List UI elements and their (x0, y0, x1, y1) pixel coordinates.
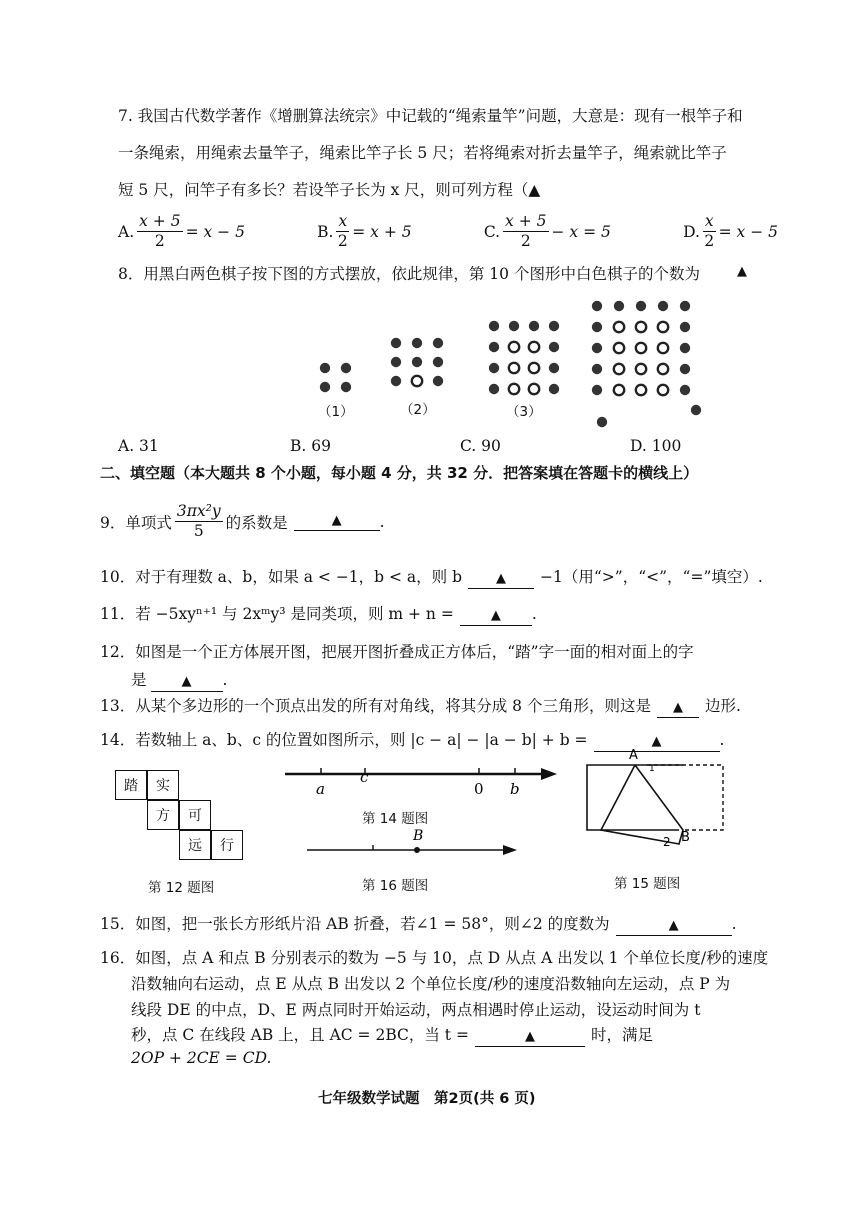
q16-line4 (131, 1023, 653, 1047)
fraction (503, 212, 548, 251)
option-expression: = x − 5 (185, 222, 245, 241)
white-piece (529, 384, 539, 394)
option-label: B. (317, 222, 334, 241)
q8-option-c[interactable]: C. 90 (460, 437, 501, 455)
q15 (100, 912, 737, 936)
fraction-denominator: 2 (520, 232, 531, 250)
black-piece (433, 376, 443, 386)
white-piece (636, 364, 646, 374)
net-cell: 行 (211, 830, 243, 860)
label-c: c (360, 768, 369, 786)
fraction-denominator: 2 (704, 232, 715, 250)
q12-end: . (222, 671, 228, 689)
fig15-folded-paper (583, 745, 728, 850)
q12-line2-text: 是 (131, 671, 147, 689)
q8-option-a[interactable]: A. 31 (118, 437, 159, 455)
q13-answer-blank[interactable]: ▲ (657, 699, 699, 718)
fraction-numerator: x + 5 (139, 212, 181, 230)
page-footer: 七年级数学试题 第2页(共 6 页) (318, 1091, 536, 1107)
q16-line4-end: 时，满足 (590, 1026, 653, 1044)
section-2-title: 二、填空题（本大题共 8 个小题，每小题 4 分，共 32 分．把答案填在答题卡的横线上） (100, 464, 699, 482)
q11-answer-blank[interactable]: ▲ (460, 607, 532, 626)
label-b: b (510, 780, 520, 798)
q9-end: . (379, 512, 385, 531)
white-piece (509, 363, 519, 373)
fig16-caption: 第 16 题图 (362, 878, 429, 894)
fraction-denominator: 5 (193, 522, 204, 540)
q15-answer-blank[interactable]: ▲ (616, 917, 732, 936)
fraction (336, 212, 349, 251)
white-piece (636, 322, 646, 332)
q12-line1: 12．如图是一个正方体展开图，把展开图折叠成正方体后，“踏”字一面的相对面上的字 (100, 643, 694, 661)
black-piece (341, 382, 351, 392)
black-piece (680, 364, 690, 374)
fig14-number-line (283, 762, 558, 802)
q7-options (118, 212, 778, 251)
q8-fig-label-1: （1） (318, 404, 354, 420)
fraction (703, 212, 716, 251)
q8-option-b[interactable]: B. 69 (290, 437, 331, 455)
q13 (100, 694, 741, 718)
q10 (100, 565, 763, 589)
q15-end: . (731, 915, 737, 933)
fraction-denominator: 2 (154, 232, 165, 250)
black-piece (412, 338, 422, 348)
net-cell: 实 (147, 770, 179, 800)
fraction-numerator: x (704, 212, 714, 230)
black-piece (412, 357, 422, 367)
q11 (100, 602, 537, 626)
white-piece (529, 342, 539, 352)
white-piece (412, 376, 422, 386)
q8-option-d[interactable]: D. 100 (630, 437, 682, 455)
black-piece (391, 357, 401, 367)
white-piece (658, 343, 668, 353)
q16-line2: 沿数轴向右运动，点 E 从点 B 出发以 2 个单位长度/秒的速度沿数轴向左运动，点 P 为 (131, 975, 731, 993)
fraction (137, 212, 182, 251)
q10-answer-blank[interactable]: ▲ (468, 570, 534, 589)
fraction-numerator: x + 5 (505, 212, 547, 230)
option-label: D. (683, 222, 700, 241)
black-piece (529, 321, 539, 331)
q9-answer-blank[interactable]: ▲ (294, 512, 380, 531)
fig16-number-line (305, 826, 520, 862)
q7-line2: 一条绳索，用绳索去量竿子，绳索比竿子长 5 尺；若将绳索对折去量竿子，绳索就比竿子 (118, 144, 727, 162)
fraction-numerator: 3πx²y (176, 502, 221, 520)
black-piece (489, 363, 499, 373)
q9-prefix: 9．单项式 (100, 513, 172, 532)
white-piece (509, 342, 519, 352)
q12-line2 (131, 668, 227, 692)
white-piece (658, 322, 668, 332)
label-a: a (316, 780, 325, 798)
q9 (100, 502, 385, 541)
arrow-head-icon (503, 845, 517, 855)
arrow-head-icon (541, 768, 557, 780)
black-piece (597, 417, 607, 427)
fraction-denominator: 2 (337, 232, 348, 250)
black-piece (592, 385, 602, 395)
q7-option-a[interactable] (118, 212, 245, 251)
net-cell: 可 (179, 800, 211, 830)
white-piece (529, 363, 539, 373)
black-piece (391, 338, 401, 348)
q9-fraction (175, 502, 223, 541)
black-piece (680, 385, 690, 395)
q16-line4-text: 秒，点 C 在线段 AB 上，且 AC = 2BC，当 t = (131, 1026, 469, 1044)
white-piece (636, 343, 646, 353)
fig12-caption: 第 12 题图 (148, 880, 215, 896)
folded-triangle (601, 765, 683, 844)
black-piece (320, 382, 330, 392)
white-piece (509, 384, 519, 394)
black-piece (614, 301, 624, 311)
rectangle-edge (587, 765, 683, 830)
white-piece (614, 322, 624, 332)
net-cell: 踏 (115, 770, 147, 800)
black-piece (592, 343, 602, 353)
option-expression: = x + 5 (352, 222, 412, 241)
q7-option-b[interactable] (317, 212, 411, 251)
q10-text-end: −1（用“>”，“<”，“=”填空）. (540, 568, 763, 586)
black-piece (680, 301, 690, 311)
fraction-numerator: x (338, 212, 348, 230)
black-piece (658, 301, 668, 311)
q13-text-end: 边形. (704, 697, 741, 715)
black-piece (549, 342, 559, 352)
white-piece (614, 385, 624, 395)
q8-answer-mark: ▲ (737, 264, 747, 279)
option-expression: − x = 5 (551, 222, 611, 241)
black-piece (489, 321, 499, 331)
angle-2-label: 2 (663, 835, 671, 849)
q13-text: 13．从某个多边形的一个顶点出发的所有对角线，将其分成 8 个三角形，则这是 (100, 697, 651, 715)
q16-answer-blank[interactable]: ▲ (475, 1028, 585, 1047)
black-piece (433, 357, 443, 367)
option-label: C. (483, 222, 501, 241)
black-piece (341, 363, 351, 373)
q14-answer-blank[interactable]: ▲ (594, 733, 720, 752)
label-b: B (681, 830, 690, 845)
q8-text: 8．用黑白两色棋子按下图的方式摆放，依此规律，第 10 个图形中白色棋子的个数为 (118, 265, 700, 283)
q14-end: . (719, 731, 725, 749)
q12-answer-blank[interactable]: ▲ (151, 673, 223, 692)
q15-text: 15．如图，把一张长方形纸片沿 AB 折叠，若∠1 = 58°，则∠2 的度数为 (100, 915, 610, 933)
q9-suffix: 的系数是 (225, 513, 288, 532)
q16-line1: 16．如图，点 A 和点 B 分别表示的数为 −5 与 10，点 D 从点 A 出发以 1 个单位长度/秒的速度 (100, 949, 769, 967)
black-piece (433, 338, 443, 348)
black-piece (509, 321, 519, 331)
white-piece (636, 385, 646, 395)
black-piece (549, 384, 559, 394)
q11-end: . (531, 605, 537, 623)
fig15-caption: 第 15 题图 (614, 876, 681, 892)
q7-line1: 7. 我国古代数学著作《增删算法统宗》中记载的“绳索量竿”问题，大意是：现有一根竿子和 (118, 107, 743, 125)
q14-text: 14．若数轴上 a、b、c 的位置如图所示，则 |c − a| − |a − b| + b = (100, 731, 588, 749)
black-piece (592, 322, 602, 332)
q7-line3: 短 5 尺，问竿子有多长？若设竿子长为 x 尺，则可列方程（▲ (118, 181, 541, 199)
label-b: B (413, 828, 424, 844)
black-piece (636, 301, 646, 311)
point-b (414, 847, 420, 853)
white-piece (658, 364, 668, 374)
option-label: A. (118, 222, 135, 241)
q7-option-c[interactable] (484, 212, 611, 251)
option-expression: = x − 5 (718, 222, 778, 241)
black-piece (489, 384, 499, 394)
q8-fig-label-3: （3） (506, 404, 542, 420)
label-zero: 0 (474, 780, 484, 798)
q16-line3: 线段 DE 的中点，D、E 两点同时开始运动，两点相遇时停止运动，设运动时间为 t (131, 1001, 701, 1019)
q8-fig-label-2: （2） (400, 402, 436, 418)
net-cell: 方 (147, 800, 179, 830)
black-piece (549, 321, 559, 331)
label-a: A (629, 748, 638, 763)
black-piece (691, 405, 701, 415)
q11-text: 11．若 −5xyⁿ⁺¹ 与 2xᵐy³ 是同类项，则 m + n = (100, 605, 454, 623)
q7-option-d[interactable] (683, 212, 778, 251)
black-piece (680, 343, 690, 353)
black-piece (592, 364, 602, 374)
q10-text: 10．对于有理数 a、b，如果 a < −1，b < a，则 b (100, 568, 463, 586)
white-piece (614, 343, 624, 353)
white-piece (614, 364, 624, 374)
black-piece (320, 363, 330, 373)
black-piece (391, 376, 401, 386)
net-cell: 远 (179, 830, 211, 860)
fig14-caption: 第 14 题图 (362, 811, 429, 827)
black-piece (680, 322, 690, 332)
black-piece (549, 363, 559, 373)
white-piece (658, 385, 668, 395)
black-piece (592, 301, 602, 311)
q16-line5: 2OP + 2CE = CD. (131, 1049, 272, 1067)
angle-1-label: 1 (649, 764, 655, 774)
black-piece (489, 342, 499, 352)
